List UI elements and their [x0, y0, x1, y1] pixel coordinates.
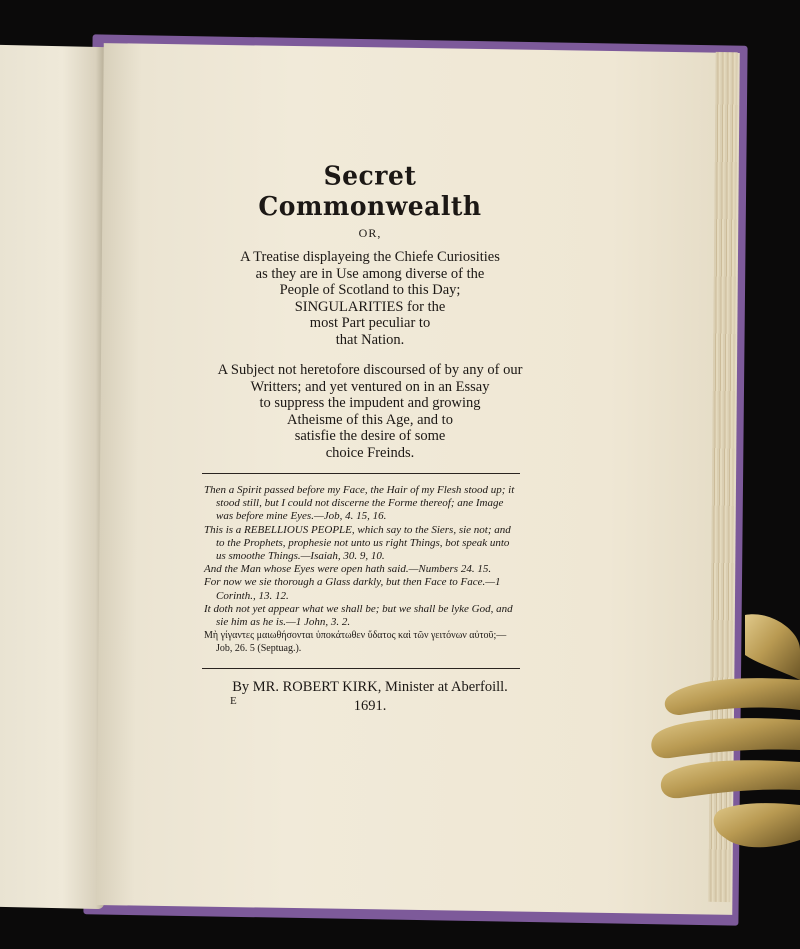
- title-page-text: [204, 150, 530, 715]
- treatise-line: most Part peculiar to: [309, 315, 431, 331]
- treatise-block: [210, 249, 530, 348]
- divider-rule: [202, 668, 520, 669]
- publication-year: 1691.: [353, 697, 387, 714]
- left-page: [0, 45, 104, 909]
- quote-corinthians: For now we sie thorough a Glass darkly, but then Face to Face.—1 Corinth., 13. 12.: [204, 576, 501, 602]
- book-title: Secret Commonwealth: [258, 160, 482, 222]
- subject-line: A Subject not heretofore discoursed of by any of our: [217, 362, 523, 378]
- treatise-line: that Nation.: [335, 331, 405, 348]
- subject-line: Atheisme of this Age, and to: [287, 411, 453, 428]
- quote-job: Then a Spirit passed before my Face, the Hair of my Flesh stood up; it stood still, but I could not discerne the Forme thereof; ane Image was before mine Eyes.—Job, 4. 15, 16.: [204, 484, 515, 523]
- quote-greek: Μὴ γίγαντες μαιωθήσονται ὑποκάτωθεν ὕδατος καὶ τῶν γειτόνων αὐτοῦ;—Job, 26. 5 (Septuag.).: [204, 630, 507, 655]
- treatise-line: as they are in Use among diverse of the: [255, 265, 485, 282]
- quote-isaiah: This is a REBELLIOUS PEOPLE, which say to the Siers, sie not; and to the Prophets, prophesie not unto us right Things, bot speak unto us smoothe Things.—Isaiah, 30. 9, 10.: [204, 523, 511, 563]
- subject-line: to suppress the impudent and growing: [259, 395, 481, 411]
- quote-numbers: And the Man whose Eyes were open hath said.—Numbers 24. 15.: [204, 563, 492, 576]
- quote-john: It doth not yet appear what we shall be; but we shall be lyke God, and sie him as he is.—1 John, 3. 2.: [204, 602, 513, 629]
- epigraph-quotes: [204, 484, 518, 656]
- divider-rule: [202, 473, 520, 474]
- treatise-line: SINGULARITIES for the: [294, 298, 446, 315]
- treatise-line: A Treatise displayeing the Chiefe Curiosities: [240, 249, 500, 265]
- signature-mark: E: [230, 695, 237, 707]
- brass-hand-clip: [650, 610, 800, 860]
- treatise-line: People of Scotland to this Day;: [279, 282, 461, 298]
- title-or: OR,: [358, 226, 382, 240]
- subject-block: [210, 362, 530, 461]
- author-byline: By MR. ROBERT KIRK, Minister at Aberfoill.: [232, 678, 508, 695]
- subject-line: choice Freinds.: [325, 444, 415, 461]
- subject-line: satisfie the desire of some: [294, 428, 446, 444]
- subject-line: Writters; and yet ventured on in an Essay: [250, 378, 490, 395]
